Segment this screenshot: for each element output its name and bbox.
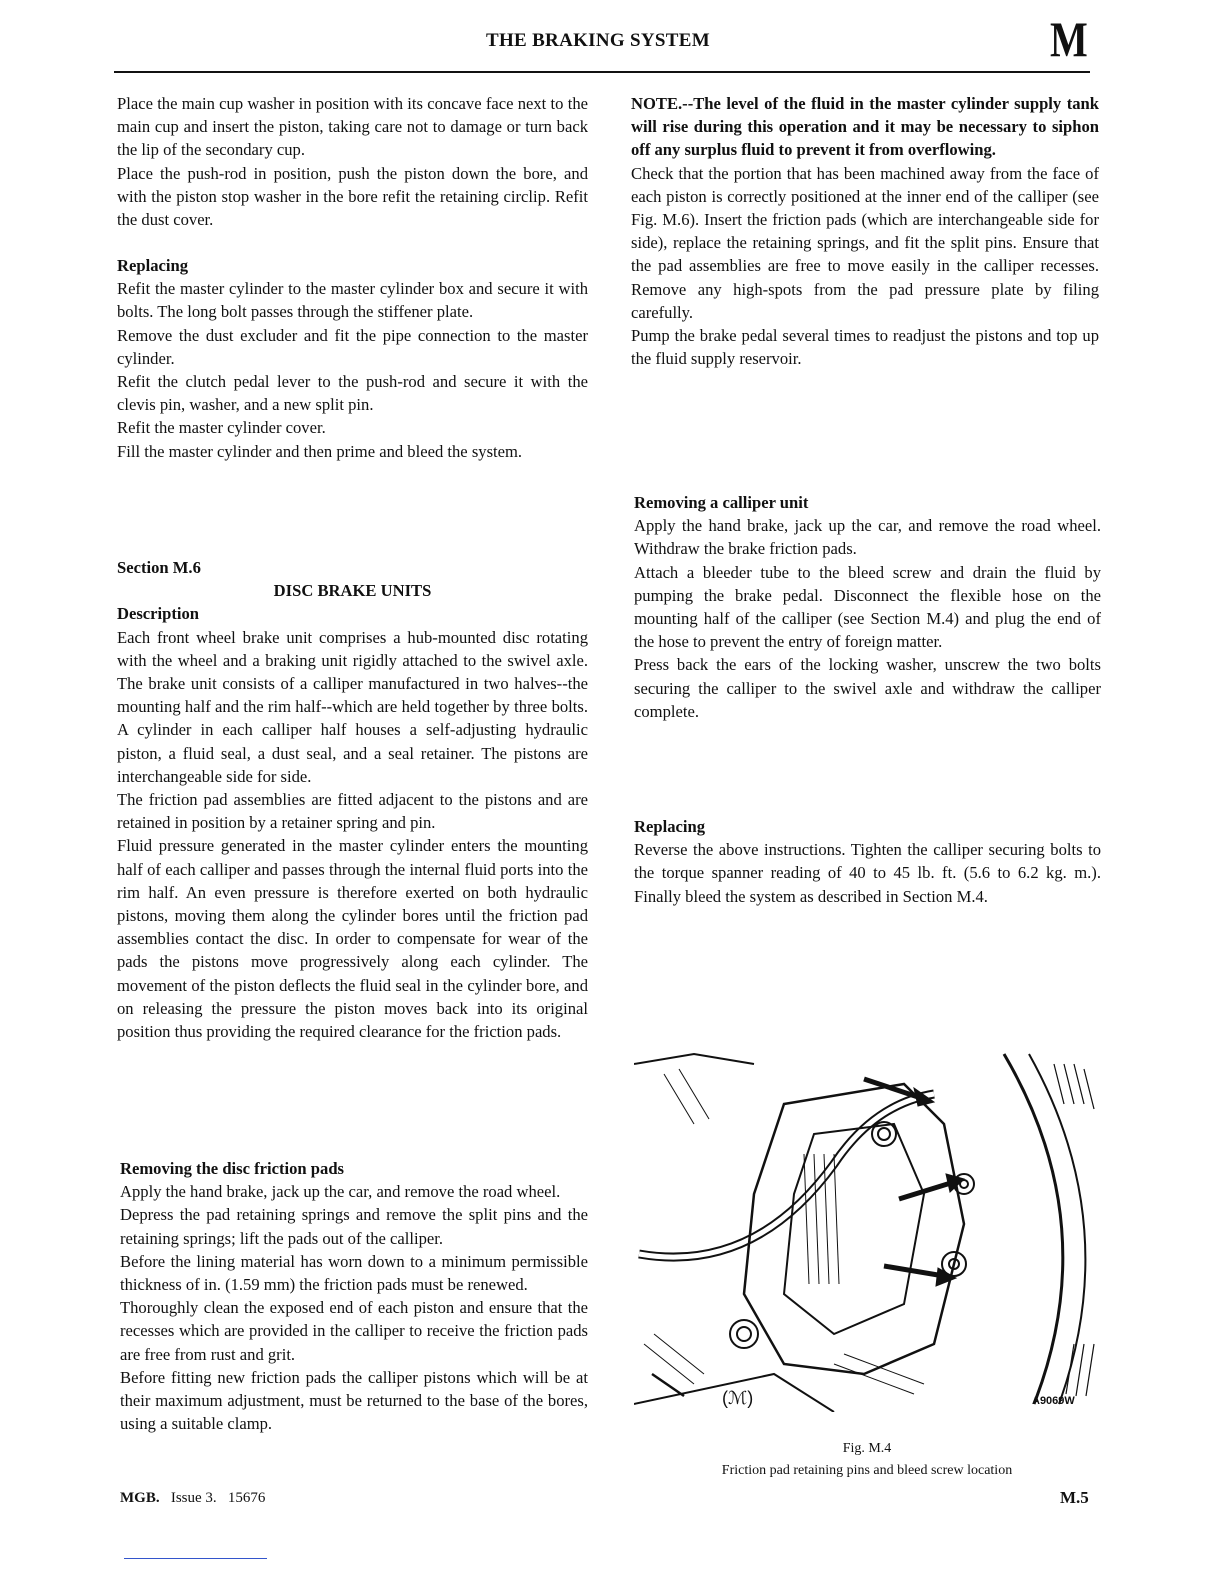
bottom-link-underline [124, 1558, 267, 1559]
footer-model: MGB. [120, 1490, 160, 1506]
footer-issue: Issue 3. [170, 1490, 217, 1506]
section-label: Section M.6 [117, 558, 201, 577]
page-header-title: THE BRAKING SYSTEM [486, 30, 710, 51]
paragraph: Thoroughly clean the exposed end of each piston and ensure that the recesses which are provided in the calliper to receive the friction pads are free from rust and grit. [120, 1298, 588, 1364]
footer-number: 15676 [227, 1490, 266, 1506]
paragraph: Refit the master cylinder to the master cylinder box and secure it with bolts. The long bolt passes through the stiffener plate. [117, 279, 588, 322]
replacing-calliper [634, 815, 1101, 908]
figure-caption [634, 1438, 1100, 1482]
header-rule [114, 71, 1090, 73]
page-number: M.5 [1060, 1488, 1089, 1507]
paragraph: Before fitting new friction pads the calliper pistons which will be at their maximum adjustment, must be returned to the base of the bores, using a suitable clamp. [120, 1367, 588, 1434]
footer-info [120, 1490, 265, 1507]
paragraph: Refit the master cylinder cover. [117, 418, 326, 438]
paragraph: Refit the clutch pedal lever to the push-rod and secure it with the clevis pin, washer, and a new split pin. [117, 372, 588, 415]
paragraph: Pump the brake pedal several times to readjust the pistons and top up the fluid supply reservoir. [631, 326, 1099, 369]
svg-text:(ℳ): (ℳ) [722, 1388, 754, 1408]
paragraph: Depress the pad retaining springs and remove the split pins and the retaining springs; lift the pads out of the calliper. [120, 1205, 588, 1248]
brake-calliper-illustration [634, 1044, 1100, 1412]
paragraph: Place the push-rod in position, push the piston down the bore, and with the piston stop washer in the bore refit the retaining circlip. Refit the dust cover. [117, 163, 588, 230]
removing-pads-heading: Removing the disc friction pads [120, 1159, 345, 1178]
replacing-master-cylinder [117, 254, 588, 463]
replacing-calliper-heading: Replacing [634, 817, 705, 836]
figure-label: Fig. M.4 [842, 1441, 892, 1456]
removing-pads [120, 1157, 588, 1435]
note: NOTE.--The level of the fluid in the master cylinder supply tank will rise during this operation and it may be necessary to siphon off any surplus fluid to prevent it from overflowing. [631, 94, 1099, 160]
paragraph: Check that the portion that has been machined away from the face of each piston is correctly positioned at the inner end of the calliper (see Fig. M.6). Insert the friction pads (which are interchangeable side for side), replace the retaining springs, and fit the split pins. Ensure that the pad assemblies are free to move easily in the calliper recesses. Remove any high-spots from the pad pressure plate by filing carefully. [631, 163, 1099, 322]
paragraph: Before the lining material has worn down to a minimum permissible thickness of in. (1.59 mm) the friction pads must be renewed. [120, 1251, 588, 1295]
paragraph: Reverse the above instructions. Tighten the calliper securing bolts to the torque spanner reading of 40 to 45 lb. ft. (5.6 to 6.2 kg. m.). Finally bleed the system as described in Section M.4. [634, 840, 1101, 906]
paragraph: Apply the hand brake, jack up the car, and remove the road wheel. Withdraw the brake friction pads. [634, 516, 1101, 559]
replacing-heading: Replacing [117, 256, 188, 275]
note-block [631, 92, 1099, 370]
removing-calliper-heading: Removing a calliper unit [634, 493, 809, 512]
paragraph: Each front wheel brake unit comprises a hub-mounted disc rotating with the wheel and a braking unit rigidly attached to the swivel axle. The brake unit consists of a calliper manufactured in two halves--the mounting half and the rim half--which are held together by three bolts. A cylinder in each calliper half houses a self-adjusting hydraulic piston, a fluid seal, a dust seal, and a seal retainer. The pistons are interchangeable side for side. [117, 627, 588, 786]
section-letter: M [1050, 11, 1088, 67]
figure-code: A9069W [1032, 1395, 1075, 1407]
section-title: DISC BRAKE UNITS [273, 581, 432, 601]
section-m6 [117, 556, 588, 1043]
removing-calliper [634, 491, 1101, 723]
paragraph: Attach a bleeder tube to the bleed screw and drain the fluid by pumping the brake pedal. Disconnect the flexible hose on the mounting half of the calliper (see Section M.4) and plug the end of the hose to prevent the entry of foreign matter. [634, 562, 1101, 652]
intro-paragraphs [117, 92, 588, 231]
paragraph: Press back the ears of the locking washer, unscrew the two bolts securing the calliper to the swivel axle and withdraw the calliper complete. [634, 655, 1101, 721]
paragraph: Fluid pressure generated in the master cylinder enters the mounting half of each calliper and passes through the internal fluid ports into the rim half. An even pressure is therefore exerted on both hydraulic pistons, moving them along the cylinder bores until the friction pad assemblies contact the disc. In order to compensate for wear of the pads the pistons move progressively along each cylinder. The movement of the piston deflects the fluid seal in the cylinder bore, and on releasing the pressure the piston moves back into its original position thus providing the required clearance for the friction pads. [117, 836, 588, 1042]
figure-caption-text: Friction pad retaining pins and bleed screw location [721, 1463, 1013, 1478]
paragraph: Remove the dust excluder and fit the pipe connection to the master cylinder. [117, 325, 588, 368]
paragraph: The friction pad assemblies are fitted adjacent to the pistons and are retained in position by a retainer spring and pin. [117, 790, 588, 833]
paragraph: Place the main cup washer in position with its concave face next to the main cup and insert the piston, taking care not to damage or turn back the lip of the secondary cup. [117, 94, 588, 160]
paragraph: Fill the master cylinder and then prime and bleed the system. [117, 441, 523, 461]
paragraph: Apply the hand brake, jack up the car, and remove the road wheel. [120, 1182, 561, 1202]
description-heading: Description [117, 604, 200, 624]
